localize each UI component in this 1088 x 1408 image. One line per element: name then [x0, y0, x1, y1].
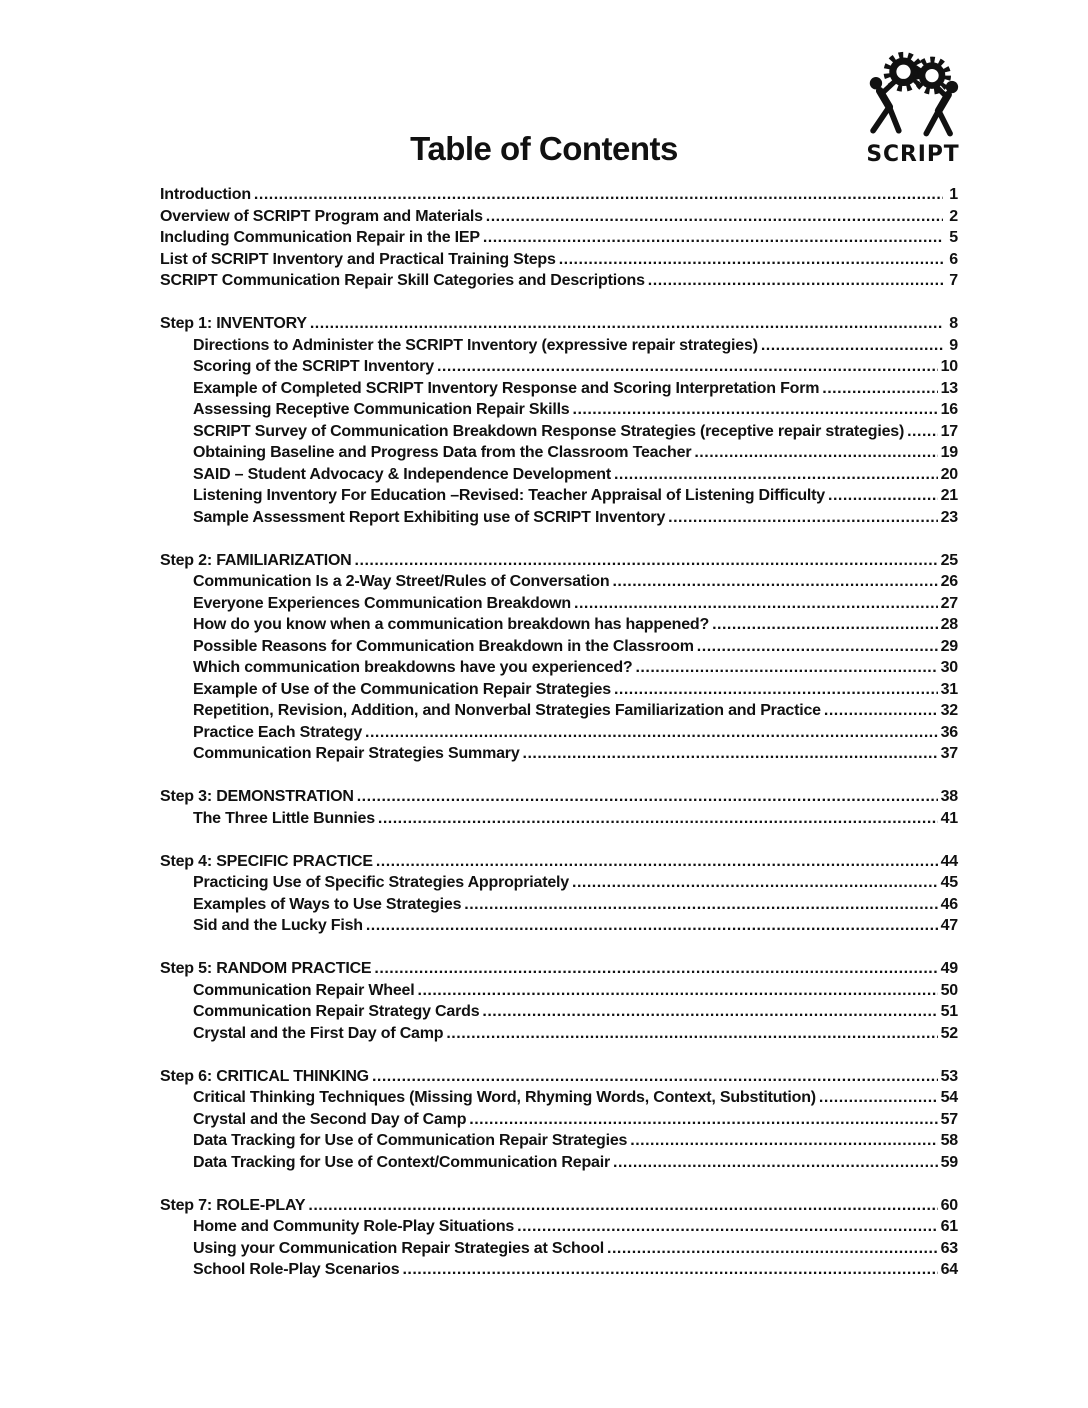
toc-entry-title: Step 7: ROLE-PLAY [160, 1196, 306, 1214]
dot-leader [366, 915, 938, 937]
toc-entry [160, 1216, 958, 1238]
toc-entry-title: Sid and the Lucky Fish [193, 917, 363, 934]
toc-section [160, 958, 958, 1044]
toc-page-number: 10 [940, 358, 958, 375]
toc-entry [160, 184, 958, 206]
toc-entry [160, 1087, 958, 1109]
toc-section [160, 851, 958, 937]
dot-leader [482, 1001, 937, 1023]
toc-entry-title: SAID – Student Advocacy & Independence Development [193, 465, 611, 483]
toc-entry-title: Home and Community Role-Play Situations [193, 1218, 515, 1235]
dot-leader [824, 700, 938, 722]
toc-page-number: 28 [940, 616, 958, 633]
toc-section [160, 313, 958, 528]
toc-entry [160, 872, 958, 894]
toc-entry [160, 485, 958, 507]
toc-entry-title: Crystal and the First Day of Camp [193, 1024, 444, 1042]
toc-page-number: 26 [940, 573, 958, 590]
toc-page-number: 9 [949, 336, 958, 354]
toc-page-number: 17 [940, 422, 958, 440]
toc-entry-title: Communication Is a 2-Way Street/Rules of Conversation [193, 573, 610, 590]
toc-entry [160, 636, 958, 658]
toc-entry [160, 657, 958, 679]
toc-page-number: 6 [949, 250, 958, 268]
toc-entry-title: Communication Repair Strategy Cards [193, 1003, 480, 1020]
toc-entry-title: Directions to Administer the SCRIPT Inventory (expressive repair strategies) [193, 336, 758, 354]
toc-entry-title: Step 4: SPECIFIC PRACTICE [160, 852, 373, 870]
dot-leader [486, 206, 943, 228]
dot-leader [464, 894, 937, 916]
toc-entry [160, 399, 958, 421]
toc-entry-title: Examples of Ways to Use Strategies [193, 895, 462, 913]
toc-entry [160, 1023, 958, 1045]
toc-entry [160, 1001, 958, 1023]
dot-leader [668, 507, 937, 529]
dot-leader [635, 657, 937, 679]
toc [160, 184, 958, 1281]
dot-leader [573, 399, 938, 421]
dot-leader [357, 786, 938, 808]
toc-entry-title: Critical Thinking Techniques (Missing Word, Rhyming Words, Context, Substitution) [193, 1089, 816, 1106]
dot-leader [559, 249, 943, 271]
toc-page-number: 32 [940, 702, 958, 719]
toc-entry-title: Step 3: DEMONSTRATION [160, 788, 354, 805]
dot-leader [607, 1238, 938, 1260]
toc-entry [160, 679, 958, 701]
toc-page-number: 16 [940, 401, 958, 418]
toc-page-number: 41 [940, 809, 958, 827]
dot-leader [907, 421, 937, 443]
toc-section-heading [160, 786, 958, 808]
toc-section-heading [160, 958, 958, 980]
toc-entry-title: The Three Little Bunnies [193, 809, 375, 827]
toc-page-number: 1 [949, 186, 958, 203]
toc-entry-title: Assessing Receptive Communication Repair Skills [193, 401, 570, 418]
toc-page-number: 49 [940, 960, 958, 977]
toc-entry-title: Data Tracking for Use of Communication Repair Strategies [193, 1132, 628, 1149]
dot-leader [819, 1087, 938, 1109]
toc-entry-title: Introduction [160, 186, 251, 203]
dot-leader [523, 743, 938, 765]
dot-leader [613, 1152, 938, 1174]
toc-entry [160, 1259, 958, 1281]
dot-leader [374, 958, 937, 980]
toc-page-number: 63 [940, 1239, 958, 1257]
dot-leader [614, 679, 938, 701]
toc-entry [160, 270, 958, 292]
toc-page-number: 2 [949, 207, 958, 225]
toc-page-number: 8 [949, 315, 958, 332]
toc-entry-title: Example of Completed SCRIPT Inventory Response and Scoring Interpretation Form [193, 379, 820, 397]
toc-section [160, 786, 958, 829]
toc-entry [160, 700, 958, 722]
toc-entry [160, 227, 958, 249]
toc-entry [160, 614, 958, 636]
toc-page-number: 51 [940, 1003, 958, 1020]
toc-entry [160, 593, 958, 615]
toc-page-number: 19 [940, 444, 958, 461]
toc-entry-title: Practicing Use of Specific Strategies Appropriately [193, 874, 569, 891]
toc-page-number: 37 [940, 745, 958, 762]
dot-leader [402, 1259, 937, 1281]
dot-leader [517, 1216, 937, 1238]
toc-page-number: 44 [940, 852, 958, 870]
toc-entry-title: List of SCRIPT Inventory and Practical Training Steps [160, 250, 556, 268]
toc-page-number: 36 [940, 723, 958, 741]
toc-section-heading [160, 313, 958, 335]
dot-leader [761, 335, 943, 357]
toc-page-number: 59 [940, 1153, 958, 1171]
toc-entry-title: Example of Use of the Communication Repair Strategies [193, 680, 611, 698]
toc-page-number: 30 [940, 659, 958, 676]
dot-leader [378, 808, 938, 830]
toc-entry [160, 464, 958, 486]
toc-section [160, 550, 958, 765]
toc-entry-title: Overview of SCRIPT Program and Materials [160, 207, 483, 225]
toc-page-number: 31 [940, 680, 958, 698]
toc-entry [160, 915, 958, 937]
dot-leader [828, 485, 938, 507]
toc-entry [160, 808, 958, 830]
toc-entry [160, 378, 958, 400]
toc-entry [160, 1130, 958, 1152]
toc-page-number: 54 [940, 1089, 958, 1106]
toc-entry-title: SCRIPT Survey of Communication Breakdown Response Strategies (receptive repair strategies) [193, 422, 905, 440]
toc-entry-title: Everyone Experiences Communication Breakdown [193, 594, 571, 612]
toc-page-number: 61 [940, 1218, 958, 1235]
dot-leader [308, 1195, 937, 1217]
toc-entry-title: Step 5: RANDOM PRACTICE [160, 960, 372, 977]
toc-entry [160, 356, 958, 378]
toc-entry [160, 722, 958, 744]
toc-entry [160, 1109, 958, 1131]
toc-entry-title: Practice Each Strategy [193, 723, 363, 741]
dot-leader [614, 464, 938, 486]
dot-leader [483, 227, 943, 249]
toc-page-number: 57 [940, 1110, 958, 1128]
toc-page-number: 23 [940, 508, 958, 526]
toc-entry [160, 1152, 958, 1174]
dot-leader [572, 872, 938, 894]
toc-entry-title: Step 1: INVENTORY [160, 315, 307, 332]
toc-entry-title: Which communication breakdowns have you experienced? [193, 659, 633, 676]
dot-leader [376, 851, 938, 873]
dot-leader [694, 442, 937, 464]
logo-wordmark: SCRIPT [866, 142, 960, 168]
toc-entry-title: Listening Inventory For Education –Revised: Teacher Appraisal of Listening Difficulty [193, 487, 825, 504]
toc-page-number: 13 [940, 379, 958, 397]
toc-entry-title: Data Tracking for Use of Context/Communication Repair [193, 1153, 611, 1171]
toc-page-number: 52 [940, 1024, 958, 1042]
toc-page-number: 60 [940, 1196, 958, 1214]
dot-leader [365, 722, 938, 744]
toc-entry-title: Including Communication Repair in the IEP [160, 229, 480, 246]
dot-leader [418, 980, 938, 1002]
toc-page-number: 53 [940, 1067, 958, 1085]
toc-entry [160, 442, 958, 464]
toc-page-number: 46 [940, 895, 958, 913]
toc-section [160, 1066, 958, 1174]
toc-entry-title: Step 6: CRITICAL THINKING [160, 1067, 369, 1085]
dot-leader [355, 550, 938, 572]
toc-entry [160, 571, 958, 593]
toc-page-number: 50 [940, 981, 958, 999]
dot-leader [648, 270, 943, 292]
toc-page-number: 29 [940, 637, 958, 655]
toc-page-number: 47 [940, 917, 958, 934]
toc-entry [160, 743, 958, 765]
toc-page-number: 58 [940, 1132, 958, 1149]
dot-leader [574, 593, 938, 615]
toc-entry [160, 335, 958, 357]
toc-page-number: 7 [949, 272, 958, 289]
toc-page-number: 38 [940, 788, 958, 805]
dot-leader [437, 356, 938, 378]
toc-entry-title: Communication Repair Wheel [193, 981, 415, 999]
toc-entry [160, 206, 958, 228]
toc-entry [160, 894, 958, 916]
toc-page-number: 21 [940, 487, 958, 504]
toc-entry-title: How do you know when a communication breakdown has happened? [193, 616, 710, 633]
toc-page-number: 45 [940, 874, 958, 891]
dot-leader [697, 636, 938, 658]
toc-entry-title: Sample Assessment Report Exhibiting use of SCRIPT Inventory [193, 508, 666, 526]
dot-leader [372, 1066, 938, 1088]
toc-entry-title: Crystal and the Second Day of Camp [193, 1110, 467, 1128]
dot-leader [446, 1023, 937, 1045]
toc-entry-title: Possible Reasons for Communication Breakdown in the Classroom [193, 637, 694, 655]
toc-section-heading [160, 1066, 958, 1088]
toc-entry-title: Step 2: FAMILIARIZATION [160, 551, 352, 569]
toc-section-heading [160, 851, 958, 873]
toc-entry [160, 249, 958, 271]
dot-leader [712, 614, 938, 636]
toc-section [160, 1195, 958, 1281]
dot-leader [469, 1109, 937, 1131]
dot-leader [822, 378, 937, 400]
toc-entry-title: SCRIPT Communication Repair Skill Categories and Descriptions [160, 272, 645, 289]
toc-entry-title: School Role-Play Scenarios [193, 1261, 400, 1278]
toc-entry-title: Communication Repair Strategies Summary [193, 745, 520, 762]
toc-entry [160, 1238, 958, 1260]
toc-entry-title: Scoring of the SCRIPT Inventory [193, 358, 434, 375]
toc-entry [160, 980, 958, 1002]
toc-entry [160, 507, 958, 529]
toc-entry [160, 421, 958, 443]
toc-page-number: 27 [940, 594, 958, 612]
page-title: Table of Contents [410, 130, 678, 167]
toc-page-number: 20 [940, 465, 958, 483]
dot-leader [612, 571, 937, 593]
dot-leader [310, 313, 943, 335]
toc-section-heading [160, 550, 958, 572]
toc-section-heading [160, 1195, 958, 1217]
toc-entry-title: Using your Communication Repair Strategies at School [193, 1239, 605, 1257]
toc-entry-title: Repetition, Revision, Addition, and Nonverbal Strategies Familiarization and Practice [193, 702, 821, 719]
dot-leader [630, 1130, 937, 1152]
toc-page-number: 25 [940, 551, 958, 569]
dot-leader [254, 184, 943, 206]
toc-page-number: 64 [940, 1261, 958, 1278]
toc-page-number: 5 [949, 229, 958, 246]
toc-entry-title: Obtaining Baseline and Progress Data from the Classroom Teacher [193, 444, 692, 461]
